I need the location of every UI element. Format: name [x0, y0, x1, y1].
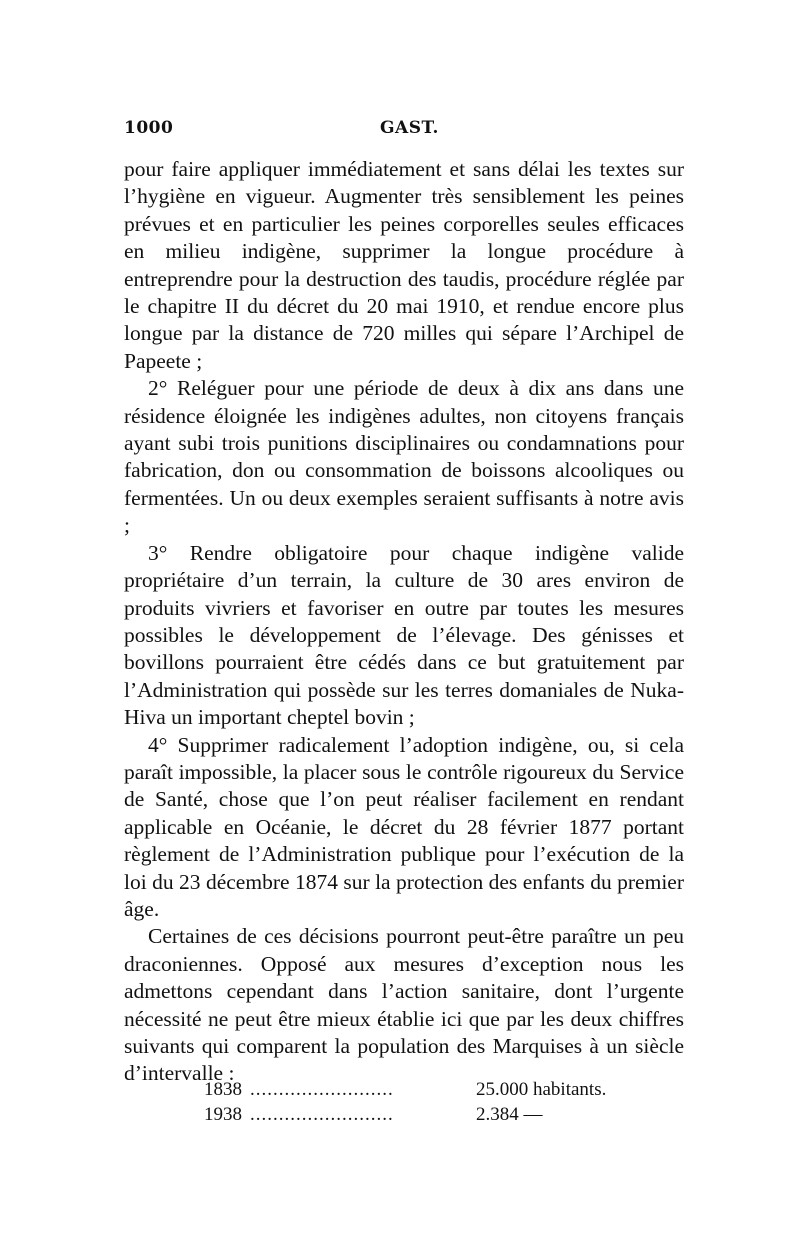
dot-leader: .........................: [250, 1104, 394, 1125]
dot-leader: .........................: [250, 1079, 394, 1100]
body-text: [124, 156, 684, 1088]
paragraph-item-2: 2° Reléguer pour une période de deux à dix ans dans une résidence éloignée les indigènes adultes, non citoyens français ayant subi trois punitions disciplinaires ou condamnations pour fabrication, don ou consommation de boissons alcooliques ou fermentées. Un ou deux exemples seraient suffisants à notre avis ;: [124, 376, 684, 538]
paragraph-continuation: pour faire appliquer immédiatement et sans délai les textes sur l’hygiène en vigueur. Augmenter très sensiblement les peines prévues et en particulier les peines corporelles seules efficaces en milieu indigène, supprimer la longue procédure à entreprendre pour la destruction des taudis, procédure réglée par le chapitre II du décret du 20 mai 1910, et rendue encore plus longue par la distance de 720 milles qui sépare l’Archipel de Papeete ;: [124, 157, 684, 373]
population-count: 2.384 —: [476, 1104, 543, 1125]
population-table: [204, 1077, 624, 1127]
table-row: [204, 1102, 624, 1127]
paragraph-item-3: 3° Rendre obligatoire pour chaque indigène valide propriétaire d’un terrain, la culture de 30 ares environ de produits vivriers et favoriser en outre par toutes les mesures possibles le développement de l’élevage. Des génisses et bovillons pourraient être cédés dans ce but gratuitement par l’Administration qui possède sur les terres domaniales de Nuka-Hiva un important cheptel bovin ;: [124, 540, 684, 730]
paragraph-item-4: 4° Supprimer radicalement l’adoption indigène, ou, si cela paraît impossible, la placer sous le contrôle rigoureux du Service de Santé, chose que l’on peut réaliser facilement en rendant applicable en Océanie, le décret du 28 février 1877 portant règlement de l’Administration publique pour l’exécution de la loi du 23 décembre 1874 sur la protection des enfants du premier âge.: [124, 732, 684, 921]
page-number: 1000: [124, 118, 174, 138]
census-year: 1938: [204, 1104, 242, 1125]
census-year: 1838: [204, 1079, 242, 1100]
page-header: [124, 118, 684, 142]
running-head: GAST.: [380, 118, 439, 138]
paragraph-conclusion: Certaines de ces décisions pourront peut-être paraître un peu draconiennes. Opposé aux mesures d’exception nous les admettons cependant dans l’action sanitaire, dont l’urgente nécessité ne peut être mieux établie ici que par les deux chiffres suivants qui comparent la population des Marquises à un siècle d’intervalle :: [124, 924, 684, 1086]
table-row: [204, 1077, 624, 1102]
population-count: 25.000 habitants.: [476, 1079, 607, 1100]
